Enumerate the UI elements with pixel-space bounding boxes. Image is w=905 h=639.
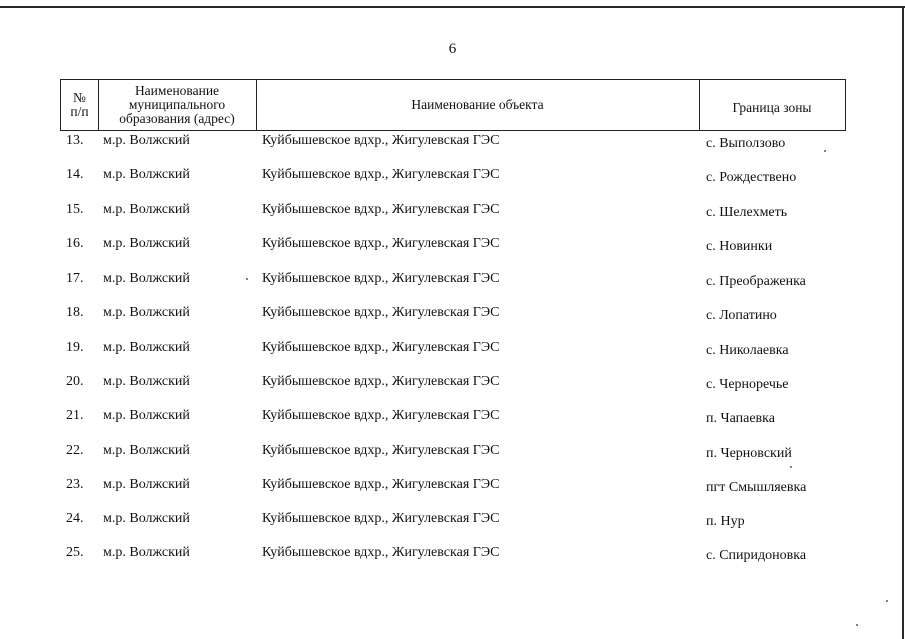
row-zone: с. Новинки xyxy=(706,239,773,254)
row-object: Куйбышевское вдхр., Жигулевская ГЭС xyxy=(262,477,500,492)
row-zone: с. Черноречье xyxy=(706,377,789,392)
table-row xyxy=(0,340,905,360)
table-row xyxy=(0,511,905,531)
table-header xyxy=(60,79,846,131)
page-number: 6 xyxy=(448,41,457,57)
row-municipality: м.р. Волжский xyxy=(103,443,190,458)
row-municipality: м.р. Волжский xyxy=(103,202,190,217)
row-number: 13. xyxy=(66,133,84,148)
row-number: 22. xyxy=(66,443,84,458)
header-zone: Граница зоны xyxy=(732,100,812,115)
table-row xyxy=(0,271,905,291)
row-zone: п. Черновский xyxy=(706,446,792,461)
row-municipality: м.р. Волжский xyxy=(103,511,190,526)
row-object: Куйбышевское вдхр., Жигулевская ГЭС xyxy=(262,236,500,251)
table-row xyxy=(0,305,905,325)
row-zone: с. Николаевка xyxy=(706,343,789,358)
table-row xyxy=(0,374,905,394)
row-object: Куйбышевское вдхр., Жигулевская ГЭС xyxy=(262,511,500,526)
table-row xyxy=(0,133,905,153)
row-municipality: м.р. Волжский xyxy=(103,167,190,182)
scan-speck xyxy=(886,600,888,602)
row-object: Куйбышевское вдхр., Жигулевская ГЭС xyxy=(262,340,500,355)
row-zone: с. Рождествено xyxy=(706,170,797,185)
scan-speck xyxy=(856,624,858,626)
row-zone: с. Спиридоновка xyxy=(706,548,807,563)
row-municipality: м.р. Волжский xyxy=(103,545,190,560)
row-municipality: м.р. Волжский xyxy=(103,236,190,251)
row-zone: п. Чапаевка xyxy=(706,411,775,426)
header-object: Наименование объекта xyxy=(411,97,544,112)
row-number: 14. xyxy=(66,167,84,182)
row-zone: с. Преображенка xyxy=(706,274,806,289)
row-number: 20. xyxy=(66,374,84,389)
row-number: 17. xyxy=(66,271,84,286)
row-zone: с. Выползово xyxy=(706,136,786,151)
row-object: Куйбышевское вдхр., Жигулевская ГЭС xyxy=(262,133,500,148)
row-object: Куйбышевское вдхр., Жигулевская ГЭС xyxy=(262,271,500,286)
row-number: 24. xyxy=(66,511,84,526)
row-zone: с. Лопатино xyxy=(706,308,777,323)
row-number: 16. xyxy=(66,236,84,251)
row-municipality: м.р. Волжский xyxy=(103,374,190,389)
page-top-border xyxy=(0,6,905,8)
row-object: Куйбышевское вдхр., Жигулевская ГЭС xyxy=(262,202,500,217)
row-municipality: м.р. Волжский xyxy=(103,133,190,148)
row-object: Куйбышевское вдхр., Жигулевская ГЭС xyxy=(262,167,500,182)
header-number: № п/п xyxy=(70,90,89,119)
row-municipality: м.р. Волжский xyxy=(103,271,190,286)
table-row xyxy=(0,408,905,428)
scan-speck xyxy=(246,278,248,280)
table-row xyxy=(0,477,905,497)
row-municipality: м.р. Волжский xyxy=(103,340,190,355)
table-row xyxy=(0,443,905,463)
row-zone: с. Шелехметь xyxy=(706,205,788,220)
row-object: Куйбышевское вдхр., Жигулевская ГЭС xyxy=(262,443,500,458)
row-number: 15. xyxy=(66,202,84,217)
row-object: Куйбышевское вдхр., Жигулевская ГЭС xyxy=(262,374,500,389)
row-municipality: м.р. Волжский xyxy=(103,477,190,492)
row-object: Куйбышевское вдхр., Жигулевская ГЭС xyxy=(262,545,500,560)
row-municipality: м.р. Волжский xyxy=(103,305,190,320)
row-object: Куйбышевское вдхр., Жигулевская ГЭС xyxy=(262,305,500,320)
row-zone: пгт Смышляевка xyxy=(706,480,807,495)
row-number: 18. xyxy=(66,305,84,320)
row-object: Куйбышевское вдхр., Жигулевская ГЭС xyxy=(262,408,500,423)
header-municipality: Наименование муниципального образования (адрес) xyxy=(119,83,235,126)
row-number: 25. xyxy=(66,545,84,560)
table-row xyxy=(0,545,905,565)
row-number: 21. xyxy=(66,408,84,423)
table-row xyxy=(0,202,905,222)
scan-speck xyxy=(824,150,826,152)
row-number: 23. xyxy=(66,477,84,492)
table-row xyxy=(0,167,905,187)
row-municipality: м.р. Волжский xyxy=(103,408,190,423)
scan-speck xyxy=(790,466,792,468)
row-number: 19. xyxy=(66,340,84,355)
row-zone: п. Нур xyxy=(706,514,745,529)
table-row xyxy=(0,236,905,256)
